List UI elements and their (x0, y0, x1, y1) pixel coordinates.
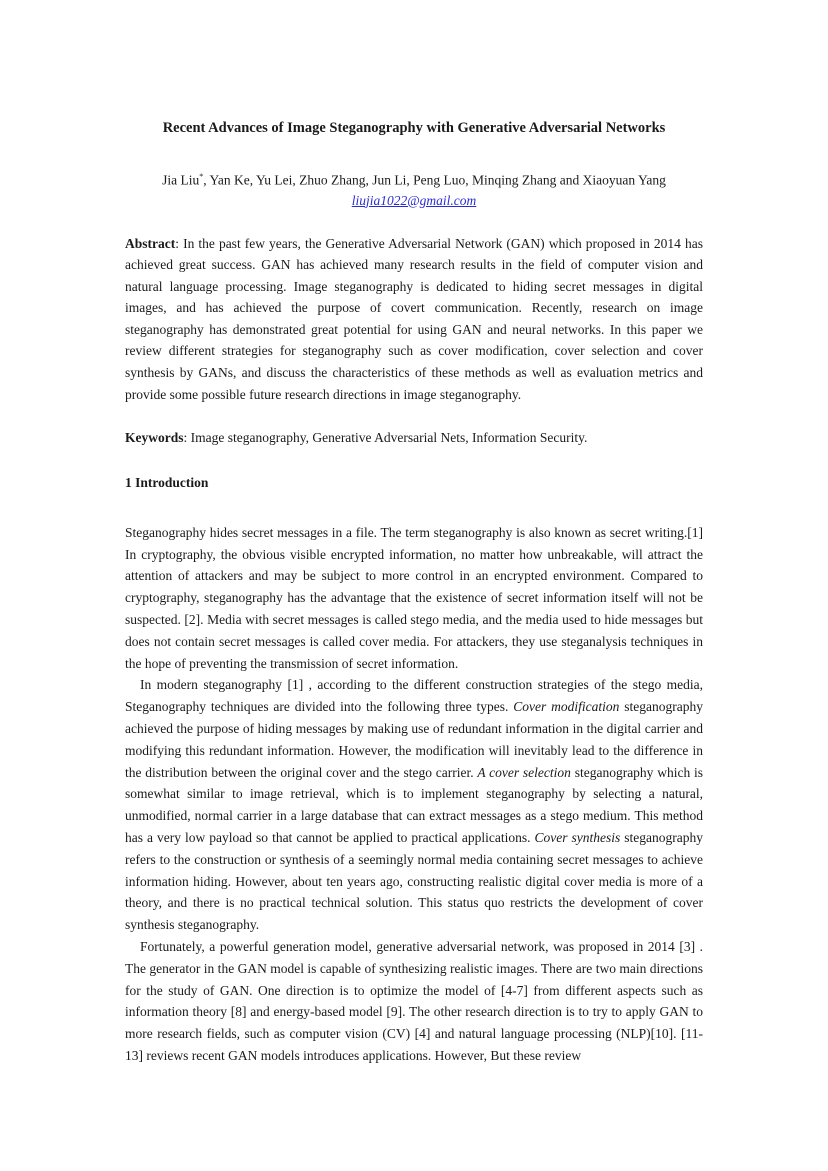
paragraph-1: Steganography hides secret messages in a file. The term steganography is also known as secret writing.[1] In cryptography, the obvious visible encrypted information, no matter how unbreakable, will attract the attention of attackers and may be subject to more control in an encrypted environment. Compared to cryptography, steganography has the advantage that the existence of secret information itself will not be suspected. [2]. Media with secret messages is called stego media, and the media used to hide messages but does not contain secret messages is called cover media. For attackers, they use steganalysis techniques in the hope of preventing the transmission of secret information. (125, 524, 703, 671)
paragraph-3: Fortunately, a powerful generation model, generative adversarial network, was proposed in 2014 [3] . The generator in the GAN model is capable of synthesizing realistic images. There are two main directions for the study of GAN. One direction is to optimize the model of [4-7] from different aspects such as information theory [8] and energy-based model [9]. The other research direction is to try to apply GAN to more research fields, such as computer vision (CV) [4] and natural language processing (NLP)[10]. [11-13] reviews recent GAN models introduces applications. However, But these review (125, 938, 703, 1063)
paper-title: Recent Advances of Image Steganography with Generative Adversarial Networks (162, 120, 666, 136)
term-cover-synthesis: Cover synthesis (534, 830, 621, 845)
term-cover-modification: Cover modification (513, 699, 620, 715)
introduction-body (125, 522, 703, 1067)
paragraph-2-text-a: In modern steganography [1] , according to the different construction strategies of the stego media, Steganography techniques are divided into the following three types. (125, 677, 703, 715)
term-cover-selection: A cover selection (477, 764, 571, 780)
keywords (125, 427, 703, 449)
corresponding-author-marker: * (199, 172, 204, 181)
paragraph-2-text-d: steganography refers to the construction or synthesis of a seemingly normal media containing secret messages to achieve information hiding. However, about ten years ago, constructing realistic digital cover media is more of a theory, and there is no practical technical solution. This status quo restricts the development of cover synthesis steganography. (125, 830, 703, 933)
abstract-label: Abstract (125, 235, 176, 251)
abstract (125, 233, 703, 406)
author-email-link[interactable]: liujia1022@gmail.com (351, 192, 477, 208)
author-list (125, 167, 703, 191)
keywords-text: : Image steganography, Generative Adversarial Nets, Information Security. (183, 430, 588, 446)
keywords-label: Keywords (125, 430, 184, 446)
first-author: Jia Liu (162, 172, 200, 188)
paragraph-2 (125, 674, 703, 936)
paragraph-2-text-c: steganography which is somewhat similar to image retrieval, which is to implement steganography by selecting a natural, unmodified, normal carrier in a large database that can extract messages as a stego medium. This method has a very low payload so that cannot be applied to practical applications. (125, 764, 704, 845)
abstract-text: : In the past few years, the Generative Adversarial Network (GAN) which proposed in 2014 has achieved great success. GAN has achieved many research results in the field of computer vision and natural language processing. Image steganography is dedicated to hiding secret messages in digital images, and has achieved the purpose of covert communication. Recently, research on image steganography has demonstrated great potential for using GAN and neural networks. In this paper we review different strategies for steganography such as cover modification, cover selection and cover synthesis by GANs, and discuss the characteristics of these methods as well as evaluation metrics and provide some possible future research directions in image steganography. (125, 235, 703, 402)
paragraph-2-text-b: steganography achieved the purpose of hiding messages by making use of redundant information in the digital carrier and modifying this redundant information. However, the modification will inevitably lead to the difference in the distribution between the original cover and the stego carrier. (125, 699, 703, 780)
paper-page (125, 118, 703, 1067)
other-authors: , Yan Ke, Yu Lei, Zhuo Zhang, Jun Li, Peng Luo, Minqing Zhang and Xiaoyuan Yang (203, 172, 666, 188)
section-heading-introduction: 1 Introduction (125, 474, 209, 490)
